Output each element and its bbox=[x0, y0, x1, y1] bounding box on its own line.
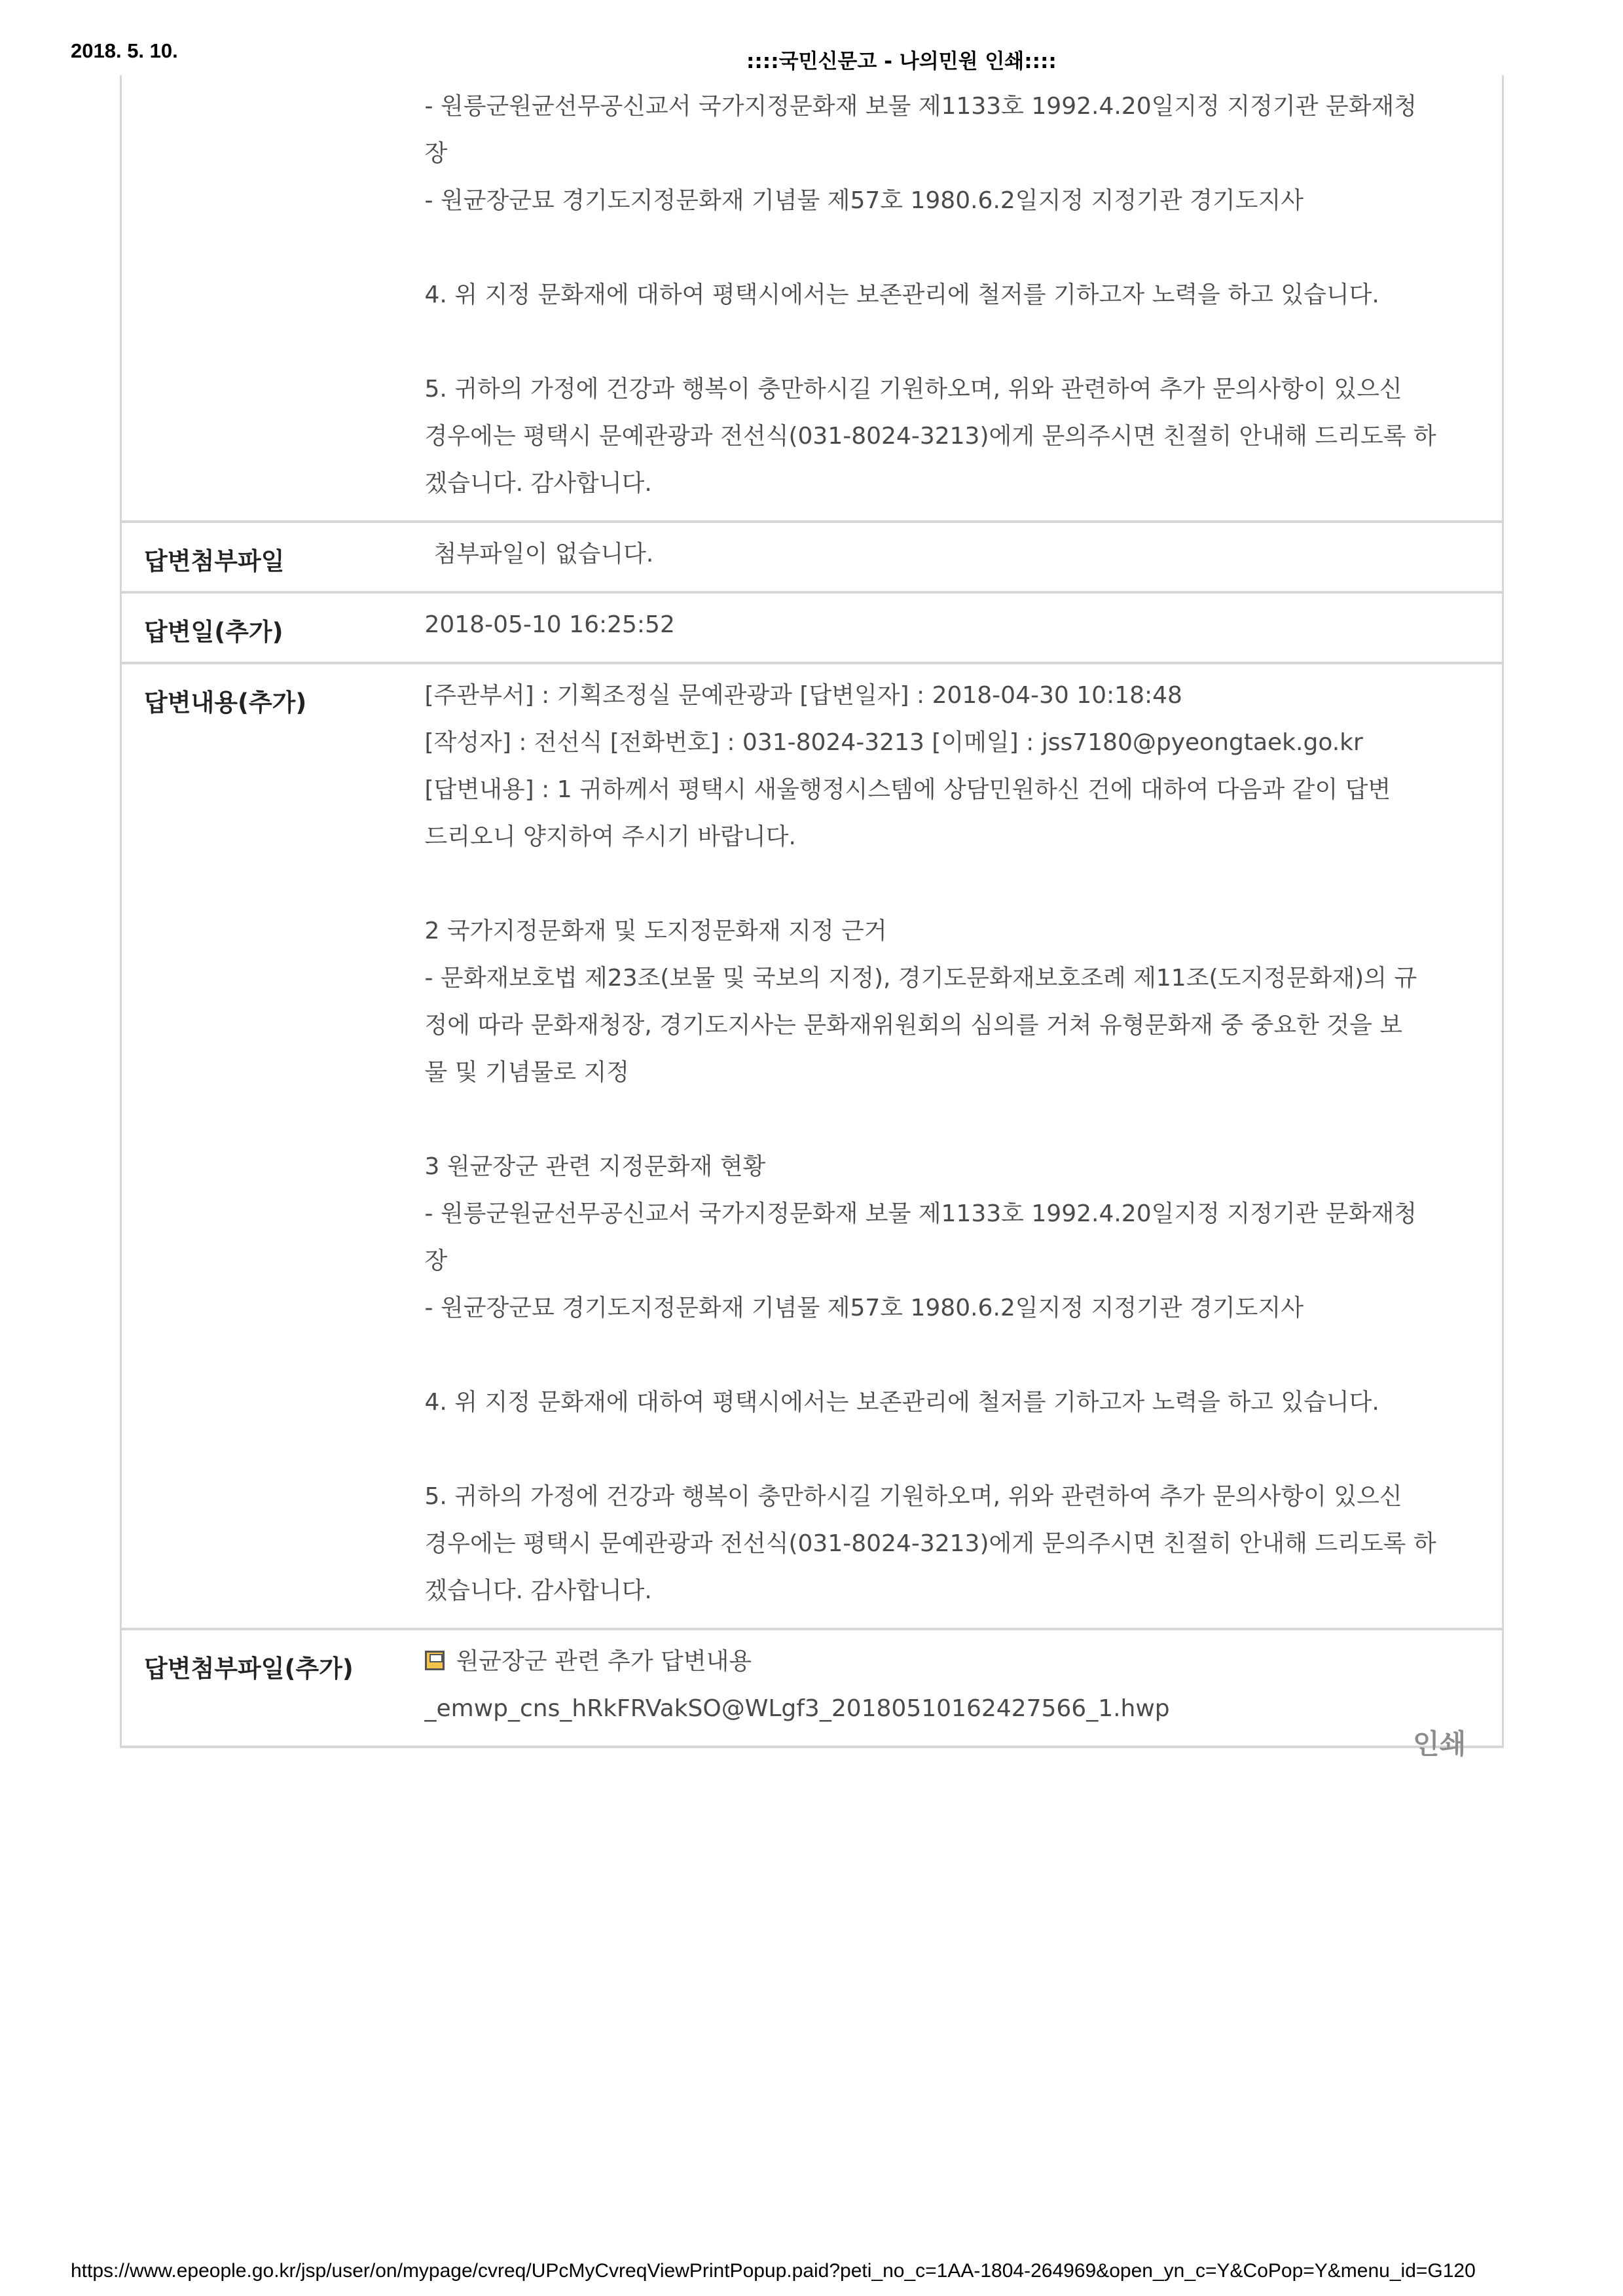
table-row-answer-attachment bbox=[121, 522, 1503, 592]
attachment-file-name: 원균장군 관련 추가 답변내용_emwp_cns_hRkFRVakSO@WLgf3_20180510162427566_1.hwp bbox=[424, 1648, 1170, 1722]
paragraph bbox=[425, 83, 1479, 224]
answer-sheet bbox=[120, 75, 1502, 1748]
paragraph bbox=[425, 1143, 1479, 1332]
text-line: 5. 귀하의 가정에 건강과 행복이 충만하시길 기원하오며, 위와 관련하여 추가 문의사항이 있으신 bbox=[424, 376, 1402, 403]
print-footer-url: https://www.epeople.go.kr/jsp/user/on/mypage/cvreq/UPcMyCvreqViewPrintPopup.paid?peti_no_c=1AA-1804-264969&open_yn_c=Y&CoPop=Y&menu_id=G120 bbox=[71, 2260, 1476, 2282]
text-line: - 원릉군원균선무공신교서 국가지정문화재 보물 제1133호 1992.4.20일지정 지정기관 문화재청 bbox=[424, 93, 1417, 120]
attachment-file-link[interactable] bbox=[425, 1648, 1170, 1722]
print-button[interactable]: 인쇄 bbox=[1413, 1723, 1466, 1762]
text-line: 겠습니다. 감사합니다. bbox=[424, 470, 652, 497]
text-line: 장 bbox=[424, 140, 448, 167]
text-line: 경우에는 평택시 문예관광과 전선식(031-8024-3213)에게 문의주시면 친절히 안내해 드리도록 하 bbox=[424, 1530, 1436, 1557]
answer-content-added-value bbox=[391, 663, 1503, 1629]
empty-label-cell bbox=[121, 75, 391, 522]
print-header-title: ::::국민신문고 - 나의민원 인쇄:::: bbox=[746, 50, 1057, 73]
text-line: - 원균장군묘 경기도지정문화재 기념물 제57호 1980.6.2일지정 지정기관 경기도지사 bbox=[424, 187, 1304, 214]
answer-date-added-value: 2018-05-10 16:25:52 bbox=[424, 611, 675, 638]
paragraph bbox=[425, 272, 1479, 319]
text-line: 겠습니다. 감사합니다. bbox=[424, 1577, 652, 1604]
paragraph bbox=[425, 672, 1479, 861]
table-row-answer-attachment-added bbox=[121, 1629, 1503, 1747]
text-line: 경우에는 평택시 문예관광과 전선식(031-8024-3213)에게 문의주시면 친절히 안내해 드리도록 하 bbox=[424, 423, 1436, 450]
answer-attachment-label: 답변첨부파일 bbox=[121, 522, 391, 592]
floppy-disk-icon bbox=[425, 1651, 445, 1670]
answer-attachment-added-label: 답변첨부파일(추가) bbox=[121, 1629, 391, 1747]
text-line: 2 국가지정문화재 및 도지정문화재 지정 근거 bbox=[424, 918, 887, 944]
answer-date-added-label: 답변일(추가) bbox=[121, 592, 391, 663]
print-header-date: 2018. 5. 10. bbox=[71, 39, 178, 62]
continued-answer-content bbox=[391, 75, 1503, 522]
text-line: 장 bbox=[424, 1247, 448, 1274]
text-line: - 원릉군원균선무공신교서 국가지정문화재 보물 제1133호 1992.4.20일지정 지정기관 문화재청 bbox=[424, 1200, 1417, 1227]
answer-table bbox=[120, 75, 1504, 1748]
text-line: 4. 위 지정 문화재에 대하여 평택시에서는 보존관리에 철저를 기하고자 노력을 하고 있습니다. bbox=[424, 1389, 1379, 1416]
text-line: - 원균장군묘 경기도지정문화재 기념물 제57호 1980.6.2일지정 지정기관 경기도지사 bbox=[424, 1295, 1304, 1321]
answer-content-added-label: 답변내용(추가) bbox=[121, 663, 391, 1629]
text-line: 5. 귀하의 가정에 건강과 행복이 충만하시길 기원하오며, 위와 관련하여 추가 문의사항이 있으신 bbox=[424, 1483, 1402, 1510]
table-row-answer-content-added bbox=[121, 663, 1503, 1629]
text-line: [작성자] : 전선식 [전화번호] : 031-8024-3213 [이메일] : jss7180@pyeongtaek.go.kr bbox=[424, 729, 1363, 756]
answer-attachment-value: 첨부파일이 없습니다. bbox=[433, 541, 654, 567]
text-line: 드리오니 양지하여 주시기 바랍니다. bbox=[424, 823, 796, 850]
table-row-answer-date-added bbox=[121, 592, 1503, 663]
text-line: [답변내용] : 1 귀하께서 평택시 새울행정시스템에 상담민원하신 건에 대하여 다음과 같이 답변 bbox=[424, 776, 1391, 803]
paragraph bbox=[425, 1473, 1479, 1615]
text-line: - 문화재보호법 제23조(보물 및 국보의 지정), 경기도문화재보호조례 제11조(도지정문화재)의 규 bbox=[424, 965, 1417, 992]
text-line: 4. 위 지정 문화재에 대하여 평택시에서는 보존관리에 철저를 기하고자 노력을 하고 있습니다. bbox=[424, 281, 1379, 308]
text-line: 물 및 기념물로 지정 bbox=[424, 1059, 630, 1086]
text-line: [주관부서] : 기획조정실 문예관광과 [답변일자] : 2018-04-30 10:18:48 bbox=[424, 682, 1182, 709]
paragraph bbox=[425, 1379, 1479, 1426]
text-line: 정에 따라 문화재청장, 경기도지사는 문화재위원회의 심의를 거쳐 유형문화재 중 중요한 것을 보 bbox=[424, 1012, 1403, 1039]
text-line: 3 원균장군 관련 지정문화재 현황 bbox=[424, 1153, 766, 1180]
table-row-continued-answer bbox=[121, 75, 1503, 522]
paragraph bbox=[425, 908, 1479, 1096]
paragraph bbox=[425, 366, 1479, 507]
